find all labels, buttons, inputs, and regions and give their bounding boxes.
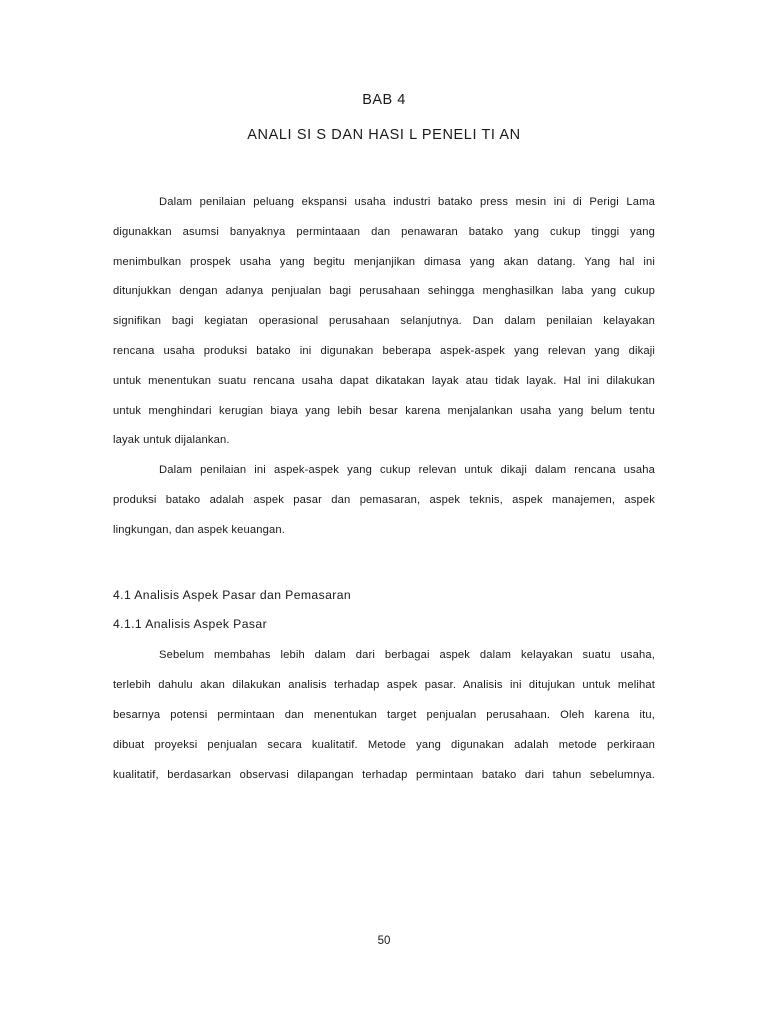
paragraph-line: ditunjukkan dengan adanya penjualan bagi perusahaan sehingga menghasilkan laba yang cukup <box>113 285 655 297</box>
paragraph-line: untuk menentukan suatu rencana usaha dapat dikatakan layak atau tidak layak. Hal ini dilakukan <box>113 375 655 387</box>
paragraph-line: terlebih dahulu akan dilakukan analisis terhadap aspek pasar. Analisis ini ditujukan untuk melihat <box>113 679 655 691</box>
paragraph-line: untuk menghindari kerugian biaya yang lebih besar karena menjalankan usaha yang belum tentu <box>113 405 655 417</box>
paragraph-line: lingkungan, dan aspek keuangan. <box>113 524 285 536</box>
section-heading: 4.1 Analisis Aspek Pasar dan Pemasaran <box>113 588 352 602</box>
chapter-title: ANALI SI S DAN HASI L PENELI TI AN <box>247 127 521 143</box>
paragraph-line: rencana usaha produksi batako ini digunakan beberapa aspek-aspek yang relevan yang dikaji <box>113 345 655 357</box>
page-number: 50 <box>377 935 391 947</box>
paragraph-line: Dalam penilaian peluang ekspansi usaha industri batako press mesin ini di Perigi Lama <box>159 196 655 208</box>
paragraph-line: Sebelum membahas lebih dalam dari berbagai aspek dalam kelayakan suatu usaha, <box>159 649 655 661</box>
chapter-number: BAB 4 <box>362 92 406 108</box>
paragraph-line: besarnya potensi permintaan dan menentukan target penjualan perusahaan. Oleh karena itu, <box>113 709 655 721</box>
paragraph-line: kualitatif, berdasarkan observasi dilapangan terhadap permintaan batako dari tahun sebelumnya. <box>113 769 655 781</box>
subsection-heading: 4.1.1 Analisis Aspek Pasar <box>113 617 268 631</box>
paragraph-line: produksi batako adalah aspek pasar dan pemasaran, aspek teknis, aspek manajemen, aspek <box>113 494 655 506</box>
paragraph-line: Dalam penilaian ini aspek-aspek yang cukup relevan untuk dikaji dalam rencana usaha <box>159 464 655 476</box>
paragraph-line: menimbulkan prospek usaha yang begitu menjanjikan dimasa yang akan datang. Yang hal ini <box>113 256 655 268</box>
paragraph-line: signifikan bagi kegiatan operasional perusahaan selanjutnya. Dan dalam penilaian kelayakan <box>113 315 655 327</box>
paragraph-line: digunakkan asumsi banyaknya permintaaan dan penawaran batako yang cukup tinggi yang <box>113 226 655 238</box>
paragraph-line: layak untuk dijalankan. <box>113 434 230 446</box>
paragraph-line: dibuat proyeksi penjualan secara kualitatif. Metode yang digunakan adalah metode perkiraan <box>113 739 655 751</box>
